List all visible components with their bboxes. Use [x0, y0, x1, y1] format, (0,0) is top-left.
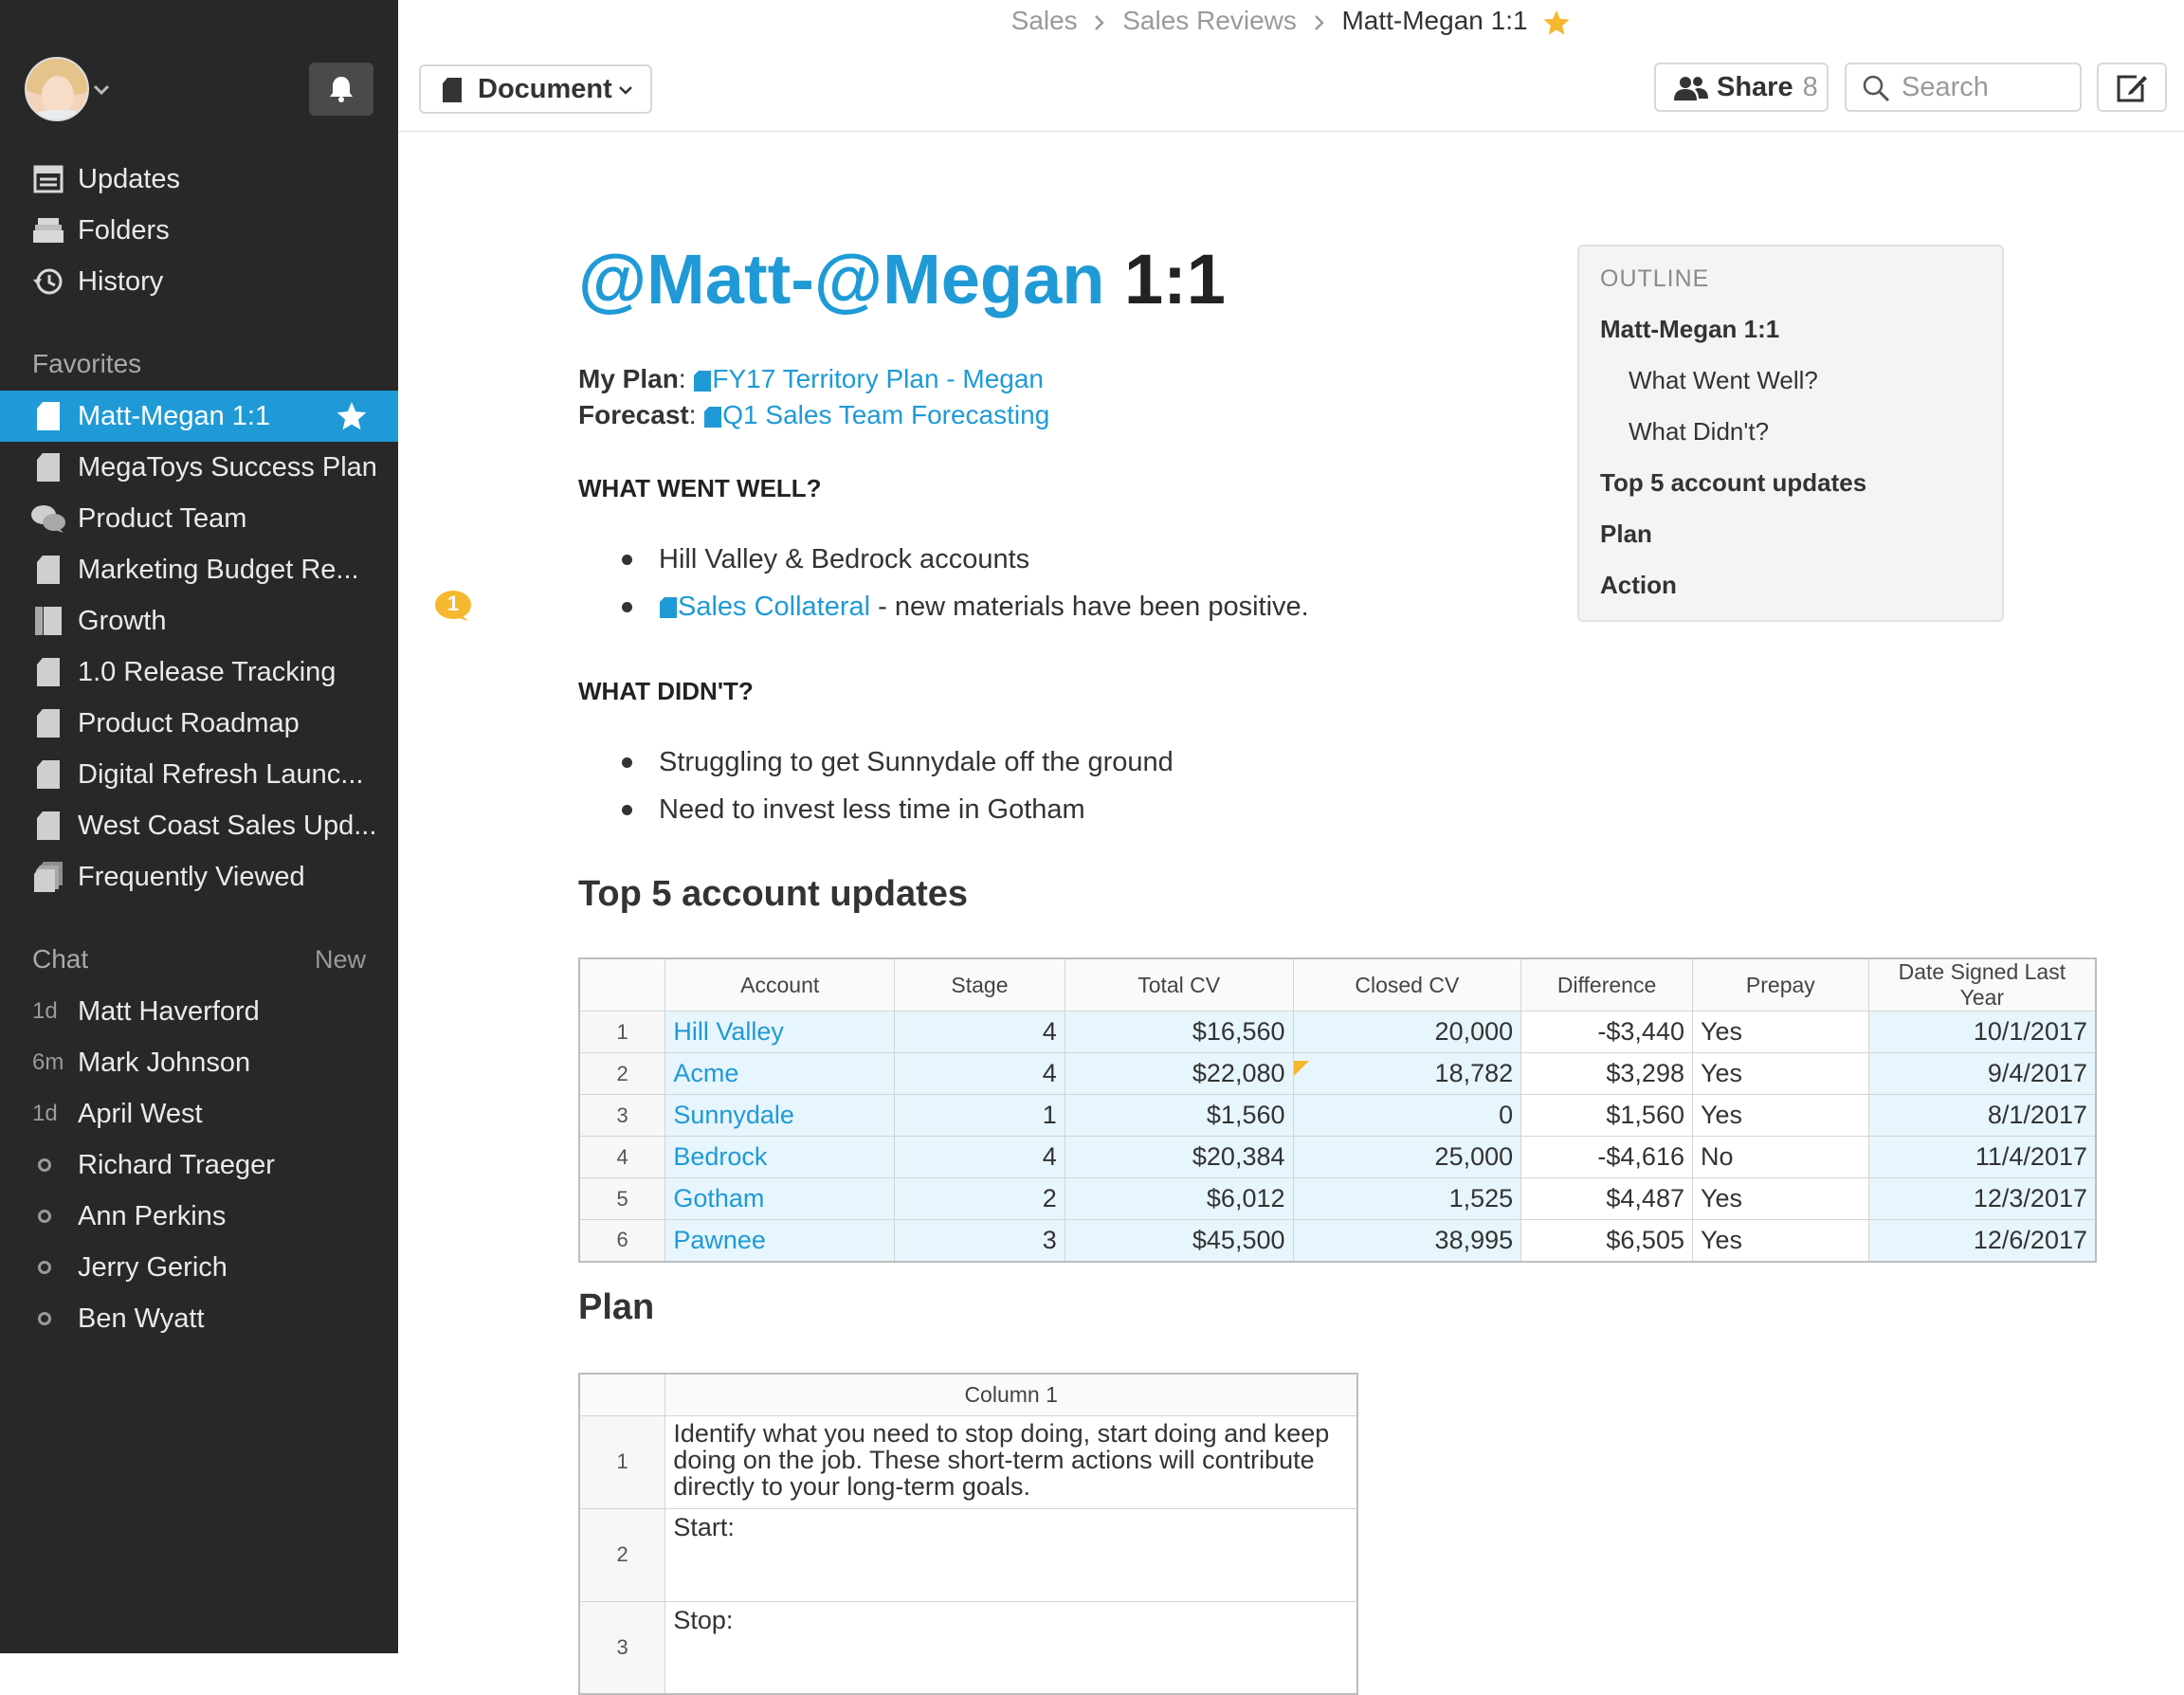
list-item-text: Need to invest less time in Gotham: [659, 794, 1085, 825]
difference-cell[interactable]: $6,505: [1521, 1220, 1693, 1262]
table-header-row: [579, 958, 2096, 1012]
stage-cell[interactable]: 4: [895, 1137, 1065, 1178]
outline-item[interactable]: Action: [1600, 571, 1677, 599]
difference-cell[interactable]: $4,487: [1521, 1178, 1693, 1220]
difference-cell[interactable]: -$4,616: [1521, 1137, 1693, 1178]
list-item-text: Hill Valley & Bedrock accounts: [659, 544, 1030, 574]
favorite-item-marketing-budget[interactable]: [0, 544, 398, 595]
document-icon: [30, 555, 66, 585]
outline-title: OUTLINE: [1600, 265, 1710, 292]
document-icon: [703, 400, 722, 429]
chat-bubbles-icon: [30, 503, 66, 534]
chat-item[interactable]: [0, 1088, 398, 1139]
account-cell[interactable]: Sunnydale: [665, 1095, 895, 1137]
document-icon: [30, 708, 66, 738]
favorite-item-product-team[interactable]: [0, 493, 398, 544]
prepay-cell[interactable]: Yes: [1692, 1220, 1868, 1262]
table-row: [579, 1012, 2096, 1053]
chat-name: April West: [78, 1098, 203, 1129]
star-icon[interactable]: [1542, 6, 1571, 35]
list-item: [622, 794, 1085, 826]
total-cv-cell[interactable]: $1,560: [1065, 1095, 1293, 1137]
accounts-table: [578, 957, 2097, 1263]
corner-cell[interactable]: [579, 1374, 665, 1415]
table-row: [579, 1415, 1357, 1508]
row-number[interactable]: 1: [579, 1012, 665, 1053]
sales-collateral-link[interactable]: Sales Collateral: [678, 592, 871, 622]
sidebar-item-label: History: [78, 265, 164, 297]
chat-item[interactable]: [0, 1037, 398, 1088]
favorite-item-west-coast-sales[interactable]: [0, 800, 398, 851]
sidebar-item-label: MegaToys Success Plan: [78, 451, 377, 483]
breadcrumb-item[interactable]: Sales: [1010, 6, 1078, 35]
outline-item[interactable]: Plan: [1600, 519, 1652, 548]
chevron-down-icon[interactable]: [93, 82, 110, 99]
didnt-heading: WHAT DIDN'T?: [578, 677, 754, 705]
stage-cell[interactable]: 4: [895, 1012, 1065, 1053]
column-header[interactable]: Account: [665, 958, 895, 1012]
updates-icon: [30, 165, 66, 193]
star-icon[interactable]: [336, 400, 368, 440]
column-header[interactable]: Date Signed Last Year: [1868, 958, 2096, 1012]
date-signed-cell[interactable]: 9/4/2017: [1868, 1053, 2096, 1095]
difference-cell[interactable]: -$3,440: [1521, 1012, 1693, 1053]
title-dash: -: [791, 240, 814, 319]
sidebar-item-updates[interactable]: [0, 154, 398, 205]
bell-icon: [328, 75, 355, 103]
list-item: [622, 544, 1029, 575]
search-input[interactable]: [1845, 63, 2082, 112]
total-cv-cell[interactable]: $6,012: [1065, 1178, 1293, 1220]
sidebar-item-label: Folders: [78, 214, 170, 246]
favorite-item-frequently-viewed[interactable]: [0, 851, 398, 902]
total-cv-cell[interactable]: $45,500: [1065, 1220, 1293, 1262]
row-number[interactable]: 3: [579, 1095, 665, 1137]
mention-matt[interactable]: @Matt: [578, 240, 792, 319]
table-header-row: [579, 1374, 1357, 1415]
closed-cv-cell[interactable]: 1,525: [1293, 1178, 1521, 1220]
favorite-item-megatoys[interactable]: [0, 442, 398, 493]
new-chat-button[interactable]: New: [314, 945, 366, 974]
stacked-documents-icon: [30, 861, 66, 893]
row-number[interactable]: 2: [579, 1053, 665, 1095]
plan-label: My Plan: [578, 364, 679, 393]
date-signed-cell[interactable]: 11/4/2017: [1868, 1137, 2096, 1178]
share-button[interactable]: [1654, 63, 1829, 112]
header-divider: [398, 131, 2184, 132]
chat-item[interactable]: [0, 986, 398, 1037]
outline-item[interactable]: Top 5 account updates: [1600, 468, 1867, 497]
people-icon: [1673, 72, 1709, 103]
favorite-item-growth[interactable]: [0, 595, 398, 647]
went-well-heading: WHAT WENT WELL?: [578, 474, 822, 502]
favorite-item-matt-megan[interactable]: [0, 391, 398, 442]
chat-time: 1d: [32, 998, 58, 1024]
mention-megan[interactable]: @Megan: [813, 240, 1105, 319]
comment-count: 1: [446, 592, 460, 615]
sidebar-item-folders[interactable]: [0, 205, 398, 256]
column-header[interactable]: Closed CV: [1293, 958, 1521, 1012]
stage-cell[interactable]: 4: [895, 1053, 1065, 1095]
sidebar-item-label: 1.0 Release Tracking: [78, 656, 337, 687]
document-icon: [693, 364, 712, 393]
sidebar: [0, 0, 398, 1653]
compose-button[interactable]: [2097, 63, 2167, 112]
closed-cv-cell[interactable]: 20,000: [1293, 1012, 1521, 1053]
comment-marker-icon: [1294, 1053, 1309, 1083]
list-item: [622, 747, 1174, 778]
closed-cv-cell[interactable]: 0: [1293, 1095, 1521, 1137]
date-signed-cell[interactable]: 12/3/2017: [1868, 1178, 2096, 1220]
chat-time: 6m: [32, 1049, 64, 1075]
chat-item[interactable]: [0, 1293, 398, 1344]
chat-time: 1d: [32, 1101, 58, 1126]
forecast-line: Forecast: Q1 Sales Team Forecasting: [578, 400, 1050, 429]
chevron-right-icon: [1314, 6, 1325, 35]
chevron-down-icon: [618, 74, 633, 105]
share-label: Share: [1717, 71, 1793, 102]
row-number[interactable]: 1: [579, 1415, 665, 1508]
account-cell[interactable]: Acme: [665, 1053, 895, 1095]
sidebar-item-label: Growth: [78, 605, 167, 636]
row-number[interactable]: 5: [579, 1178, 665, 1220]
chat-item[interactable]: [0, 1191, 398, 1242]
sidebar-item-label: Updates: [78, 163, 181, 194]
chat-heading: Chat: [32, 944, 89, 974]
favorite-item-release-tracking[interactable]: [0, 647, 398, 698]
user-avatar[interactable]: [25, 57, 89, 121]
row-number[interactable]: 4: [579, 1137, 665, 1178]
folders-icon: [30, 216, 66, 245]
column-header[interactable]: Prepay: [1692, 958, 1868, 1012]
table-row: [579, 1053, 2096, 1095]
column-header[interactable]: Column 1: [665, 1374, 1357, 1415]
my-plan-line: My Plan: FY17 Territory Plan - Megan: [578, 364, 1045, 393]
presence-offline-icon: [32, 1312, 78, 1325]
prepay-cell[interactable]: Yes: [1692, 1095, 1868, 1137]
table-row: [579, 1220, 2096, 1262]
closed-cv-cell[interactable]: 25,000: [1293, 1137, 1521, 1178]
column-header[interactable]: Stage: [895, 958, 1065, 1012]
corner-cell[interactable]: [579, 958, 665, 1012]
date-signed-cell[interactable]: 10/1/2017: [1868, 1012, 2096, 1053]
presence-offline-icon: [32, 1261, 78, 1274]
column-header[interactable]: Difference: [1521, 958, 1693, 1012]
chat-name: Matt Haverford: [78, 995, 260, 1027]
plan-cell[interactable]: Stop:: [665, 1601, 1357, 1694]
prepay-cell[interactable]: Yes: [1692, 1012, 1868, 1053]
chat-item[interactable]: [0, 1139, 398, 1191]
chat-item[interactable]: [0, 1242, 398, 1293]
difference-cell[interactable]: $3,298: [1521, 1053, 1693, 1095]
sidebar-item-label: Marketing Budget Re...: [78, 554, 359, 585]
total-cv-cell[interactable]: $20,384: [1065, 1137, 1293, 1178]
prepay-cell[interactable]: No: [1692, 1137, 1868, 1178]
plan-table: [578, 1373, 1358, 1695]
account-cell[interactable]: Bedrock: [665, 1137, 895, 1178]
stage-cell[interactable]: 3: [895, 1220, 1065, 1262]
plan-cell[interactable]: Identify what you need to stop doing, start doing and keep doing on the job. These short-term actions will contribute directly to your long-term goals.: [665, 1415, 1357, 1508]
compose-icon: [2116, 71, 2148, 102]
stage-cell[interactable]: 1: [895, 1095, 1065, 1137]
closed-cv-cell[interactable]: [1293, 1053, 1521, 1095]
chat-name: Ben Wyatt: [78, 1303, 205, 1334]
date-signed-cell[interactable]: 12/6/2017: [1868, 1220, 2096, 1262]
row-number[interactable]: 2: [579, 1508, 665, 1601]
table-row: [579, 1178, 2096, 1220]
account-cell[interactable]: Hill Valley: [665, 1012, 895, 1053]
sidebar-item-label: Product Team: [78, 502, 247, 534]
sidebar-item-label: Matt-Megan 1:1: [78, 400, 271, 431]
list-item: [622, 592, 1309, 623]
chevron-right-icon: [1094, 6, 1105, 35]
sidebar-item-label: Product Roadmap: [78, 707, 300, 738]
history-icon: [30, 266, 66, 297]
document-type-label: Document: [478, 73, 612, 104]
forecast-link[interactable]: Q1 Sales Team Forecasting: [722, 400, 1050, 429]
account-cell[interactable]: Gotham: [665, 1178, 895, 1220]
document-type-dropdown[interactable]: [419, 64, 652, 114]
closed-cv-value: 18,782: [1434, 1059, 1514, 1087]
top5-heading: Top 5 account updates: [578, 874, 969, 914]
title-rest: 1:1: [1104, 240, 1226, 319]
sidebar-item-label: Digital Refresh Launc...: [78, 758, 364, 790]
table-row: [579, 1095, 2096, 1137]
outline-panel: [1577, 245, 2004, 622]
document-icon: [30, 401, 66, 431]
sidebar-item-history[interactable]: [0, 256, 398, 307]
prepay-cell[interactable]: Yes: [1692, 1053, 1868, 1095]
search-placeholder: Search: [1902, 71, 1989, 102]
document-icon: [30, 759, 66, 790]
total-cv-cell[interactable]: $22,080: [1065, 1053, 1293, 1095]
difference-cell[interactable]: $1,560: [1521, 1095, 1693, 1137]
presence-offline-icon: [32, 1210, 78, 1223]
sidebar-item-label: West Coast Sales Upd...: [78, 810, 377, 841]
breadcrumb-item[interactable]: Sales Reviews: [1122, 6, 1297, 35]
row-number[interactable]: 6: [579, 1220, 665, 1262]
favorite-item-product-roadmap[interactable]: [0, 698, 398, 749]
table-row: [579, 1601, 1357, 1694]
chat-name: Mark Johnson: [78, 1047, 251, 1078]
list-item-text: Struggling to get Sunnydale off the ground: [659, 747, 1174, 777]
share-count: 8: [1802, 71, 1818, 102]
favorite-item-digital-refresh[interactable]: [0, 749, 398, 800]
chat-name: Ann Perkins: [78, 1200, 227, 1231]
favorites-heading: Favorites: [32, 349, 142, 378]
presence-offline-icon: [32, 1158, 78, 1172]
outline-item[interactable]: What Went Well?: [1629, 366, 1818, 394]
plan-cell[interactable]: Start:: [665, 1508, 1357, 1601]
stage-cell[interactable]: 2: [895, 1178, 1065, 1220]
list-item-text: - new materials have been positive.: [870, 592, 1309, 622]
breadcrumb: [398, 6, 2184, 37]
chat-name: Richard Traeger: [78, 1149, 275, 1180]
notebook-icon: [30, 606, 66, 636]
forecast-label: Forecast: [578, 400, 689, 429]
closed-cv-cell[interactable]: 38,995: [1293, 1220, 1521, 1262]
breadcrumb-current: Matt-Megan 1:1: [1341, 6, 1528, 35]
chat-name: Jerry Gerich: [78, 1251, 228, 1283]
outline-item[interactable]: What Didn't?: [1629, 417, 1770, 446]
document-icon: [30, 811, 66, 841]
document-icon: [30, 657, 66, 687]
account-cell[interactable]: Pawnee: [665, 1220, 895, 1262]
plan-link[interactable]: FY17 Territory Plan - Megan: [712, 364, 1045, 393]
table-row: [579, 1508, 1357, 1601]
comment-badge[interactable]: [434, 590, 472, 622]
main-area: [398, 0, 2184, 1659]
column-header[interactable]: Total CV: [1065, 958, 1293, 1012]
notifications-button[interactable]: [309, 63, 373, 116]
sidebar-item-label: Frequently Viewed: [78, 861, 305, 892]
date-signed-cell[interactable]: 8/1/2017: [1868, 1095, 2096, 1137]
prepay-cell[interactable]: Yes: [1692, 1178, 1868, 1220]
plan-heading: Plan: [578, 1287, 655, 1327]
total-cv-cell[interactable]: $16,560: [1065, 1012, 1293, 1053]
row-number[interactable]: 3: [579, 1601, 665, 1694]
search-icon: [1862, 72, 1890, 103]
table-row: [579, 1137, 2096, 1178]
document-icon: [30, 452, 66, 483]
document-icon: [659, 592, 678, 623]
outline-item[interactable]: Matt-Megan 1:1: [1600, 315, 1780, 343]
document-icon: [442, 74, 463, 105]
page-title[interactable]: [578, 239, 1226, 319]
